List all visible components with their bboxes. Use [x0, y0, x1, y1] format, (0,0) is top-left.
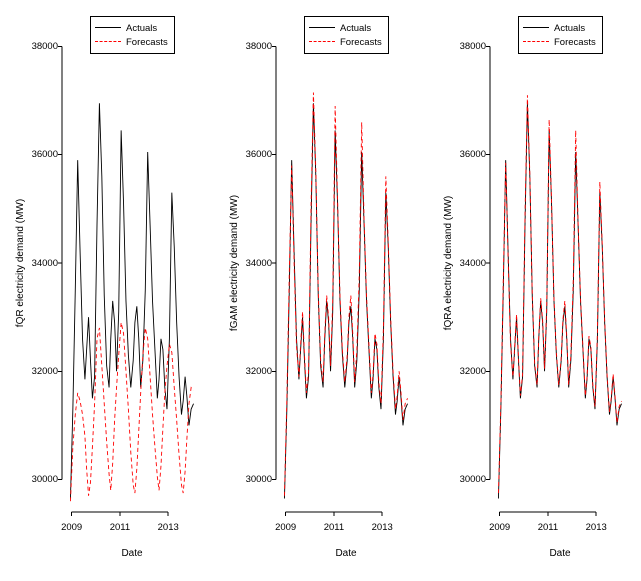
y-tick-label: 34000 — [31, 257, 58, 269]
legend-entry-actuals — [309, 21, 382, 35]
legend-key-actuals — [309, 23, 335, 33]
legend-key-forecasts — [309, 37, 335, 47]
legend-label-actuals: Actuals — [340, 22, 372, 34]
x-axis-label: Date — [549, 548, 571, 559]
y-axis-ticks — [234, 14, 272, 512]
y-tick-label: 38000 — [245, 40, 272, 52]
x-tick-label: 2011 — [537, 522, 559, 533]
y-tick-label: 32000 — [245, 365, 272, 377]
legend — [304, 16, 389, 54]
y-tick-label: 32000 — [31, 365, 58, 377]
x-tick-label: 2009 — [489, 522, 511, 533]
plot-canvas — [62, 14, 202, 512]
legend — [90, 16, 175, 54]
x-tick-label: 2013 — [371, 522, 393, 533]
legend-key-forecasts — [95, 37, 121, 47]
plot-canvas — [490, 14, 630, 512]
legend-label-forecasts: Forecasts — [554, 36, 596, 48]
x-axis-ticks — [490, 512, 630, 542]
y-tick-label: 32000 — [459, 365, 486, 377]
legend-label-actuals: Actuals — [126, 22, 158, 34]
x-tick-label: 2013 — [157, 522, 179, 533]
legend-key-forecasts — [523, 37, 549, 47]
y-axis-label: fQR electricity demand (MW) — [15, 198, 26, 328]
x-tick-label: 2009 — [61, 522, 83, 533]
plot-area — [490, 14, 630, 512]
y-axis-ticks — [20, 14, 58, 512]
x-axis-ticks — [62, 512, 202, 542]
y-tick-label: 34000 — [245, 257, 272, 269]
plot-area — [276, 14, 416, 512]
legend — [518, 16, 603, 54]
legend-label-actuals: Actuals — [554, 22, 586, 34]
x-tick-label: 2011 — [323, 522, 345, 533]
y-tick-label: 36000 — [459, 149, 486, 161]
legend-label-forecasts: Forecasts — [340, 36, 382, 48]
x-axis-ticks — [276, 512, 416, 542]
chart-panel-fgam — [214, 0, 427, 581]
y-tick-label: 30000 — [459, 474, 486, 486]
x-tick-label: 2009 — [275, 522, 297, 533]
x-tick-label: 2011 — [109, 522, 131, 533]
plot-canvas — [276, 14, 416, 512]
plot-area — [62, 14, 202, 512]
legend-key-actuals — [95, 23, 121, 33]
legend-entry-actuals — [95, 21, 168, 35]
x-axis-label: Date — [335, 548, 357, 559]
y-tick-label: 36000 — [31, 149, 58, 161]
y-tick-label: 36000 — [245, 149, 272, 161]
y-axis-label: fGAM electricity demand (MW) — [229, 194, 240, 332]
legend-label-forecasts: Forecasts — [126, 36, 168, 48]
y-axis-ticks — [448, 14, 486, 512]
y-tick-label: 30000 — [31, 474, 58, 486]
legend-entry-forecasts — [523, 35, 596, 49]
x-axis-label: Date — [121, 548, 143, 559]
legend-key-actuals — [523, 23, 549, 33]
y-tick-label: 34000 — [459, 257, 486, 269]
legend-entry-actuals — [523, 21, 596, 35]
x-tick-label: 2013 — [585, 522, 607, 533]
y-tick-label: 38000 — [31, 40, 58, 52]
legend-entry-forecasts — [95, 35, 168, 49]
y-tick-label: 30000 — [245, 474, 272, 486]
y-axis-label: fQRA electricity demand (MW) — [443, 195, 454, 331]
chart-panel-fqra — [428, 0, 641, 581]
chart-panel-fqr — [0, 0, 213, 581]
legend-entry-forecasts — [309, 35, 382, 49]
y-tick-label: 38000 — [459, 40, 486, 52]
